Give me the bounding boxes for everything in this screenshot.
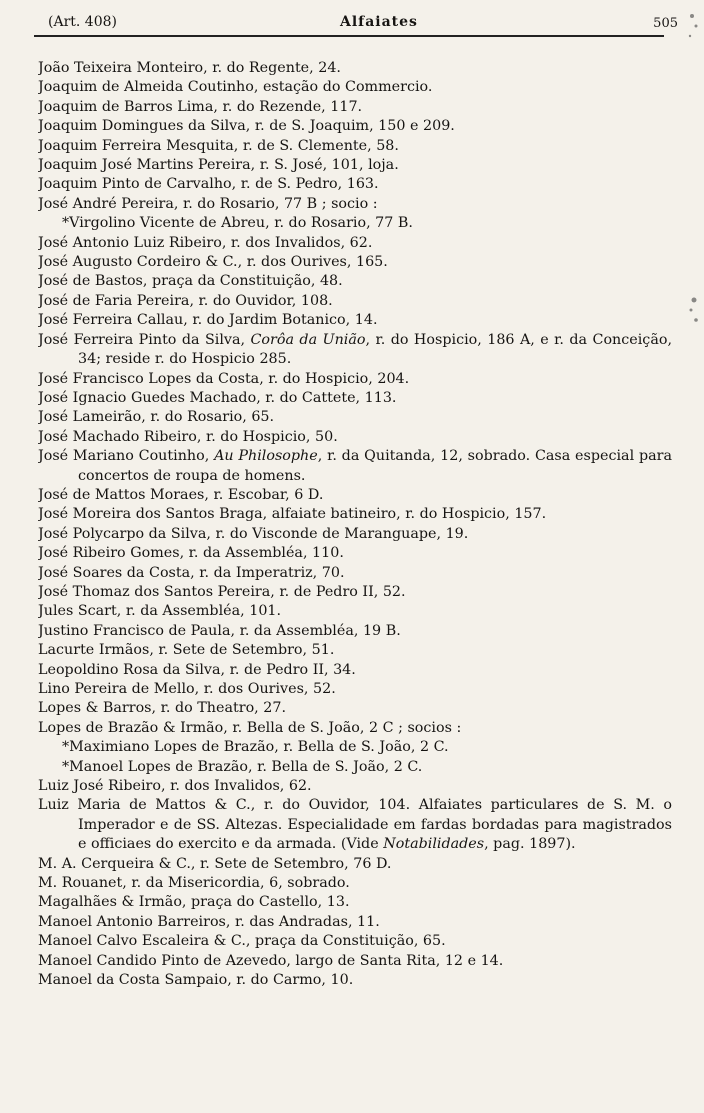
directory-entry: José Ribeiro Gomes, r. da Assembléa, 110. <box>38 545 344 562</box>
directory-entry: José Soares da Costa, r. da Imperatriz, 70. <box>38 564 345 581</box>
directory-entry: Leopoldino Rosa da Silva, r. de Pedro II, 34. <box>38 661 356 678</box>
directory-entry: Joaquim de Barros Lima, r. do Rezende, 117. <box>38 98 363 115</box>
directory-entry: M. A. Cerqueira & C., r. Sete de Setembro, 76 D. <box>38 855 392 872</box>
directory-entry: José Ferreira Callau, r. do Jardim Botanico, 14. <box>38 312 378 329</box>
directory-entry: Joaquim Ferreira Mesquita, r. de S. Clemente, 58. <box>38 137 399 154</box>
directory-entry <box>38 331 672 370</box>
directory-entry: José Antonio Luiz Ribeiro, r. dos Invalidos, 62. <box>38 234 373 251</box>
directory-entry: José Ignacio Guedes Machado, r. do Cattete, 113. <box>38 389 397 406</box>
directory-entry: João Teixeira Monteiro, r. do Regente, 24. <box>38 60 341 76</box>
directory-entry: Magalhães & Irmão, praça do Castello, 13. <box>38 894 350 911</box>
ink-smudge <box>682 8 700 48</box>
section-title: Alfaiates <box>340 14 418 30</box>
directory-entry: Lopes & Barros, r. do Theatro, 27. <box>38 700 286 717</box>
page-number: 505 <box>653 16 678 31</box>
directory-entry <box>38 447 672 486</box>
directory-entry: José Machado Ribeiro, r. do Hospicio, 50. <box>38 428 338 445</box>
directory-entry: José de Mattos Moraes, r. Escobar, 6 D. <box>38 486 324 503</box>
directory-entry: Luiz José Ribeiro, r. dos Invalidos, 62. <box>38 778 312 795</box>
directory-entry: Jules Scart, r. da Assembléa, 101. <box>38 603 282 620</box>
directory-entry: José de Bastos, praça da Constituição, 48. <box>38 273 343 290</box>
directory-entry: José Francisco Lopes da Costa, r. do Hospicio, 204. <box>38 370 410 387</box>
directory-entry: Joaquim Pinto de Carvalho, r. de S. Pedro, 163. <box>38 176 379 193</box>
partner-entry: *Manoel Lopes de Brazão, r. Bella de S. João, 2 C. <box>62 758 423 775</box>
entry-text: , pag. 1897). <box>484 836 576 853</box>
directory-entry: Manoel da Costa Sampaio, r. do Carmo, 10. <box>38 972 354 989</box>
directory-entry: José Lameirão, r. do Rosario, 65. <box>38 409 275 426</box>
directory-entry: Manoel Candido Pinto de Azevedo, largo de Santa Rita, 12 e 14. <box>38 952 504 969</box>
entry-text: Luiz Maria de Mattos & C., r. do Ouvidor, 104. Alfaiates particulares de S. M. o Imperador e de SS. Altezas. Especialidade em fardas bordadas para magistrados e officiaes do exercito e da armada. (Vide <box>38 797 672 853</box>
directory-entry: Manoel Calvo Escaleira & C., praça da Constituição, 65. <box>38 933 446 950</box>
ink-smudge <box>682 290 700 330</box>
directory-entry: José Thomaz dos Santos Pereira, r. de Pedro II, 52. <box>38 583 406 600</box>
directory-entry: Manoel Antonio Barreiros, r. das Andradas, 11. <box>38 913 380 930</box>
header-rule <box>34 35 664 37</box>
shop-name: Corôa da União <box>250 331 366 348</box>
directory-entry: José Polycarpo da Silva, r. do Visconde de Maranguape, 19. <box>38 525 469 542</box>
directory-entry: José Augusto Cordeiro & C., r. dos Ourives, 165. <box>38 254 388 271</box>
partner-entry: *Maximiano Lopes de Brazão, r. Bella de S. João, 2 C. <box>62 739 449 756</box>
directory-entry: Joaquim Domingues da Silva, r. de S. Joaquim, 150 e 209. <box>38 118 455 135</box>
entry-text: , r. da Quitanda, 12, sobrado. Casa especial para concertos de roupa de homens. <box>78 448 672 484</box>
directory-entry: Justino Francisco de Paula, r. da Assembléa, 19 B. <box>38 622 401 639</box>
article-ref: (Art. 408) <box>48 14 117 30</box>
directory-entry: Lacurte Irmãos, r. Sete de Setembro, 51. <box>38 642 335 659</box>
directory-entry: M. Rouanet, r. da Misericordia, 6, sobrado. <box>38 875 350 892</box>
directory-list <box>38 59 672 991</box>
directory-entry: José de Faria Pereira, r. do Ouvidor, 108. <box>38 292 333 309</box>
entry-text: José Ferreira Pinto da Silva, <box>38 331 251 348</box>
directory-entry: Joaquim José Martins Pereira, r. S. José, 101, loja. <box>38 157 399 174</box>
shop-name: Notabilidades <box>383 836 485 853</box>
directory-entry: Joaquim de Almeida Coutinho, estação do Commercio. <box>38 79 433 96</box>
entry-text: José Mariano Coutinho, <box>38 448 215 465</box>
shop-name: Au Philosophe <box>214 448 318 465</box>
entry-text: , r. do Hospicio, 186 A, e r. da Conceição, 34; reside r. do Hospicio 285. <box>78 331 672 368</box>
directory-entry: Lino Pereira de Mello, r. dos Ourives, 52. <box>38 681 336 697</box>
directory-entry: José André Pereira, r. do Rosario, 77 B ; socio : <box>38 195 378 212</box>
directory-entry: José Moreira dos Santos Braga, alfaiate batineiro, r. do Hospicio, 157. <box>38 506 547 523</box>
directory-entry: Lopes de Brazão & Irmão, r. Bella de S. João, 2 C ; socios : <box>38 719 462 736</box>
page-header <box>34 12 678 38</box>
directory-entry <box>38 796 672 854</box>
partner-entry: *Virgolino Vicente de Abreu, r. do Rosario, 77 B. <box>62 215 413 232</box>
